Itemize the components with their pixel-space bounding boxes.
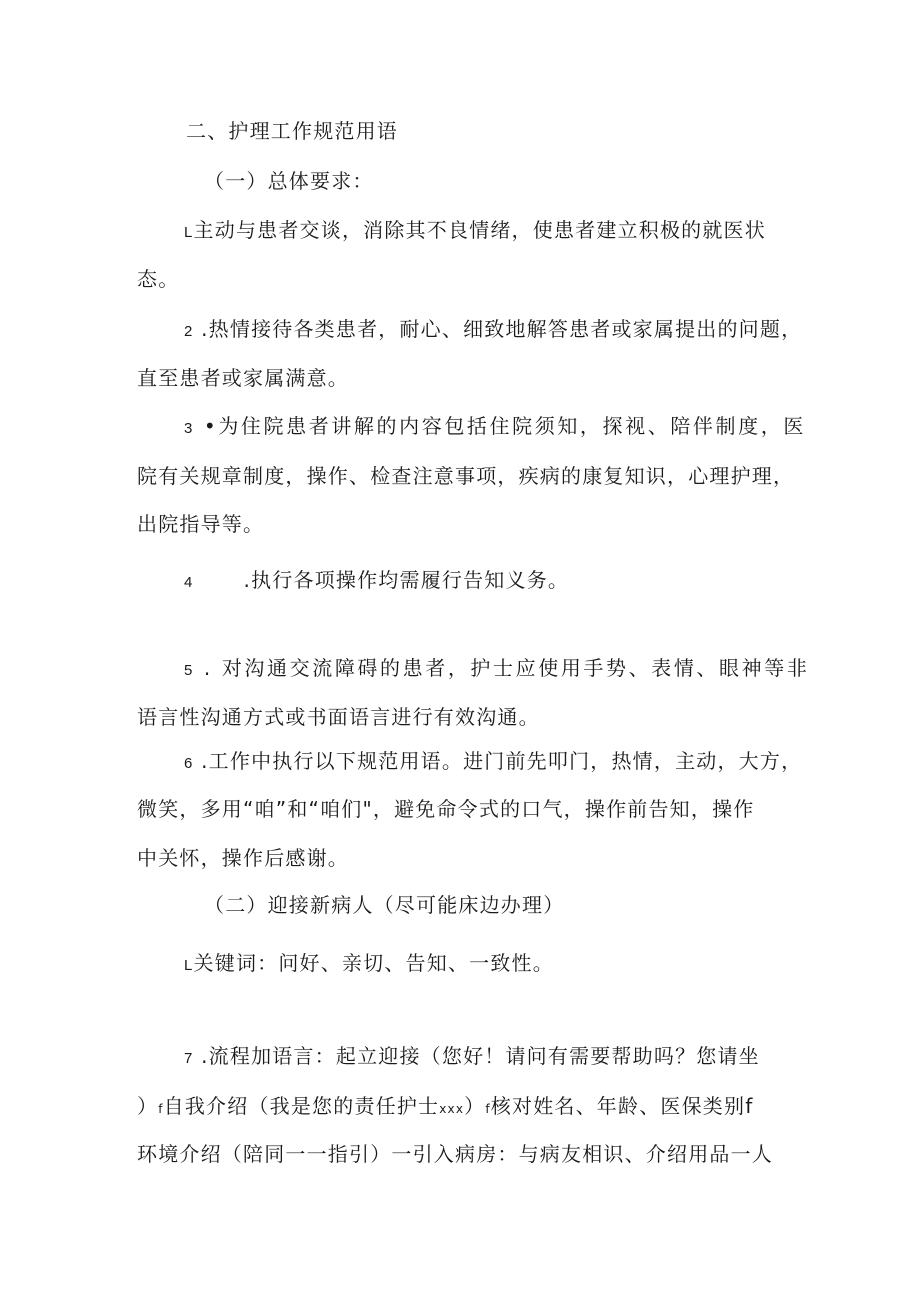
item-5-line-1 <box>184 656 809 683</box>
item-4-line-1 <box>184 568 569 595</box>
item-4-marker: 4 <box>184 574 194 591</box>
item-1-line-2: 态。 <box>137 267 180 291</box>
item-2-line-2: 直至患者或家属满意。 <box>137 366 349 390</box>
item-3-line-1 <box>184 414 806 441</box>
item-7-marker: 7 <box>184 1050 194 1067</box>
item-7-text-intro: 自我介绍（我是您的责任护士 <box>163 1094 440 1118</box>
subsection-heading-new-patient: （二）迎接新病人（尽可能床边办理） <box>204 893 565 917</box>
item-3-text: •为住院患者讲解的内容包括住院须知，探视、陪伴制度，医 <box>203 414 806 438</box>
item-6-line-1 <box>184 749 802 776</box>
item-1-marker: L <box>184 224 194 241</box>
item-1b-text: 关键词：问好、亲切、告知、一致性。 <box>193 951 554 975</box>
item-7-arrow-f-2: f <box>485 1102 491 1116</box>
item-5-marker: 5 <box>184 662 195 679</box>
item-1-line-1 <box>184 218 766 245</box>
item-5-text: . 对沟通交流障碍的患者，护士应使用手势、表情、眼神等非 <box>203 656 810 680</box>
item-5-line-2: 语言性沟通方式或书面语言进行有效沟通。 <box>137 705 540 729</box>
item-7-arrow-f: f <box>158 1102 164 1116</box>
item-7-text-verify: 核对姓名、年龄、医保类别 <box>490 1094 746 1118</box>
item-6-line-3: 中关怀，操作后感谢。 <box>137 846 349 870</box>
item-7-line-1 <box>184 1044 760 1071</box>
item-7-text: .流程加语言：起立迎接（您好！请问有需要帮助吗？您请坐 <box>201 1044 760 1068</box>
item-6-text: .工作中执行以下规范用语。进门前先叩门，热情，主动，大方， <box>201 749 803 773</box>
item-3-marker: 3 <box>184 420 195 437</box>
item-7-arrow-f-3: f <box>745 1094 754 1118</box>
item-6-line-2: 微笑，多用“咱”和“咱们"，避免命令式的口气，操作前告知，操作 <box>137 797 755 821</box>
item-7-bracket-2: ） <box>464 1094 486 1118</box>
item-6-marker: 6 <box>184 755 194 772</box>
item-2-marker: 2 <box>184 323 194 340</box>
subsection-heading-general: （一）总体要求： <box>204 169 374 193</box>
item-2-line-1 <box>184 317 802 344</box>
item-7-bracket: ） <box>137 1094 159 1118</box>
item-4-text: .执行各项操作均需履行告知义务。 <box>243 568 570 592</box>
item-1-text: 主动与患者交谈，消除其不良情绪，使患者建立积极的就医状 <box>193 218 766 242</box>
item-3-line-2: 院有关规章制度，操作、检查注意事项，疾病的康复知识，心理护理， <box>137 464 795 488</box>
item-2-text: .热情接待各类患者，耐心、细致地解答患者或家属提出的问题， <box>201 317 803 341</box>
item-7-line-3: 环境介绍（陪同一一指引）一引入病房：与病友相识、介绍用品一人 <box>137 1142 773 1166</box>
item-1b-line-1 <box>184 951 554 978</box>
item-3-line-3: 出院指导等。 <box>137 512 265 536</box>
item-7-placeholder-xxx: xxx <box>439 1102 465 1116</box>
section-heading: 二、护理工作规范用语 <box>186 119 398 143</box>
item-1b-marker: L <box>184 957 194 974</box>
item-7-line-2 <box>137 1094 753 1121</box>
